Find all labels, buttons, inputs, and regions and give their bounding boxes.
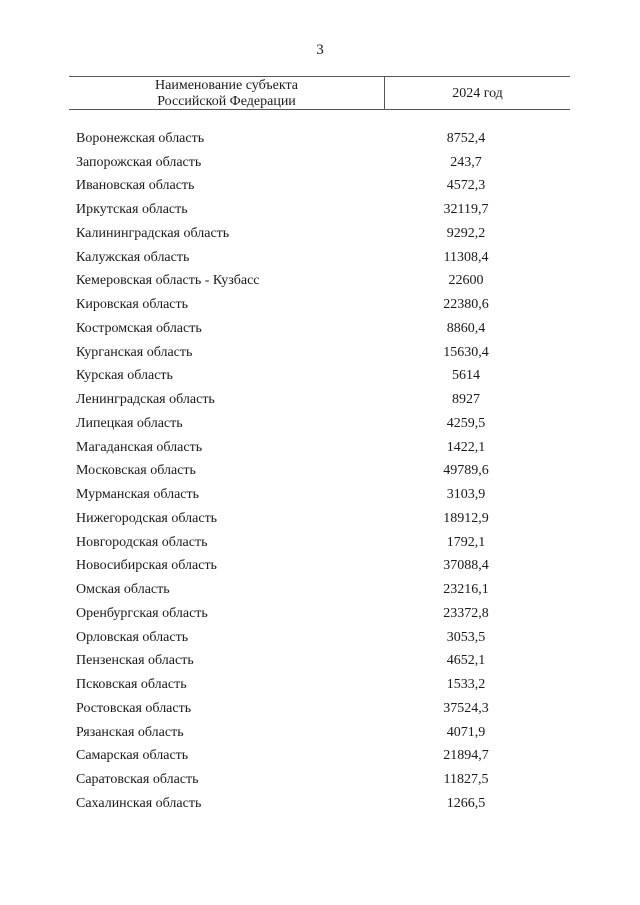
- value-2024-cell: 4572,3: [446, 178, 486, 194]
- region-name-cell: Калужская область: [76, 249, 190, 265]
- table-row: [76, 650, 570, 674]
- region-name-cell: Ростовская область: [76, 700, 192, 716]
- table-row: [76, 341, 570, 365]
- value-2024-cell: 11827,5: [443, 772, 489, 788]
- region-name-cell: Московская область: [76, 463, 196, 479]
- region-name-cell: Кировская область: [76, 297, 189, 313]
- table-row: [76, 127, 570, 151]
- value-2024-cell: 1266,5: [446, 795, 486, 811]
- table-row: [76, 293, 570, 317]
- value-2024-cell: 23372,8: [443, 605, 489, 621]
- region-name-cell: Воронежская область: [76, 130, 205, 146]
- page-number: 3: [316, 42, 324, 58]
- table-row: [76, 483, 570, 507]
- table-row: [76, 792, 570, 816]
- table-row: [76, 697, 570, 721]
- value-2024-cell: 22600: [448, 273, 484, 289]
- table-row: [76, 175, 570, 199]
- region-name-cell: Костромская область: [76, 320, 202, 336]
- value-2024-cell: 4071,9: [446, 724, 486, 740]
- region-name-cell: Иркутская область: [76, 202, 188, 218]
- value-2024-cell: 37524,3: [443, 700, 489, 716]
- value-2024-cell: 8927: [452, 392, 480, 408]
- region-name-cell: Оренбургская область: [76, 605, 208, 621]
- table-row: [76, 388, 570, 412]
- table-row: [76, 507, 570, 531]
- value-2024-cell: 23216,1: [443, 582, 489, 598]
- table-row: [76, 673, 570, 697]
- region-name-cell: Курская область: [76, 368, 173, 384]
- table-row: [76, 531, 570, 555]
- table-row: [76, 270, 570, 294]
- region-name-cell: Саратовская область: [76, 772, 199, 788]
- table-row: [76, 626, 570, 650]
- table-row: [76, 317, 570, 341]
- value-2024-cell: 4652,1: [446, 653, 486, 669]
- region-name-cell: Запорожская область: [76, 154, 202, 170]
- column-header-region: [69, 77, 385, 109]
- value-2024-cell: 11308,4: [443, 249, 489, 265]
- value-2024-cell: 9292,2: [446, 225, 486, 241]
- table-row: [76, 602, 570, 626]
- table-row: [76, 768, 570, 792]
- table-row: [76, 436, 570, 460]
- value-2024-cell: 49789,6: [443, 463, 489, 479]
- region-name-cell: Калининградская область: [76, 225, 230, 241]
- column-header-year: 2024 год: [452, 86, 503, 101]
- table-row: [76, 246, 570, 270]
- table-row: [76, 745, 570, 769]
- value-2024-cell: 3103,9: [446, 487, 486, 503]
- value-2024-cell: 4259,5: [446, 415, 486, 431]
- region-name-cell: Рязанская область: [76, 724, 184, 740]
- value-2024-cell: 1792,1: [446, 534, 486, 550]
- region-name-cell: Сахалинская область: [76, 795, 202, 811]
- table-row: [76, 151, 570, 175]
- value-2024-cell: 8860,4: [446, 320, 486, 336]
- table-row: [76, 721, 570, 745]
- value-2024-cell: 3053,5: [446, 629, 486, 645]
- value-2024-cell: 15630,4: [443, 344, 489, 360]
- value-2024-cell: 21894,7: [443, 748, 489, 764]
- value-2024-cell: 5614: [452, 368, 480, 384]
- region-name-cell: Курганская область: [76, 344, 193, 360]
- region-name-cell: Нижегородская область: [76, 510, 218, 526]
- value-2024-cell: 18912,9: [443, 510, 489, 526]
- table-row: [76, 578, 570, 602]
- table-header: [69, 76, 570, 110]
- region-name-cell: Магаданская область: [76, 439, 203, 455]
- region-name-cell: Мурманская область: [76, 487, 200, 503]
- table-body: [76, 127, 570, 816]
- table-row: [76, 222, 570, 246]
- region-name-cell: Новосибирская область: [76, 558, 217, 574]
- column-header-region-line1: Наименование субъекта: [155, 78, 298, 93]
- value-2024-cell: 1533,2: [446, 677, 486, 693]
- value-2024-cell: 32119,7: [443, 202, 489, 218]
- table-row: [76, 198, 570, 222]
- region-name-cell: Пензенская область: [76, 653, 194, 669]
- region-name-cell: Липецкая область: [76, 415, 183, 431]
- value-2024-cell: 1422,1: [446, 439, 486, 455]
- table-row: [76, 555, 570, 579]
- value-2024-cell: 243,7: [450, 154, 482, 170]
- table-row: [76, 365, 570, 389]
- region-name-cell: Ивановская область: [76, 178, 195, 194]
- region-name-cell: Новгородская область: [76, 534, 208, 550]
- region-name-cell: Ленинградская область: [76, 392, 215, 408]
- region-name-cell: Орловская область: [76, 629, 189, 645]
- region-name-cell: Омская область: [76, 582, 170, 598]
- region-name-cell: Псковская область: [76, 677, 187, 693]
- table-row: [76, 460, 570, 484]
- region-name-cell: Самарская область: [76, 748, 189, 764]
- value-2024-cell: 37088,4: [443, 558, 489, 574]
- region-name-cell: Кемеровская область - Кузбасс: [76, 273, 260, 289]
- column-header-region-line2: Российской Федерации: [157, 94, 296, 109]
- value-2024-cell: 8752,4: [446, 130, 486, 146]
- table-row: [76, 412, 570, 436]
- value-2024-cell: 22380,6: [443, 297, 489, 313]
